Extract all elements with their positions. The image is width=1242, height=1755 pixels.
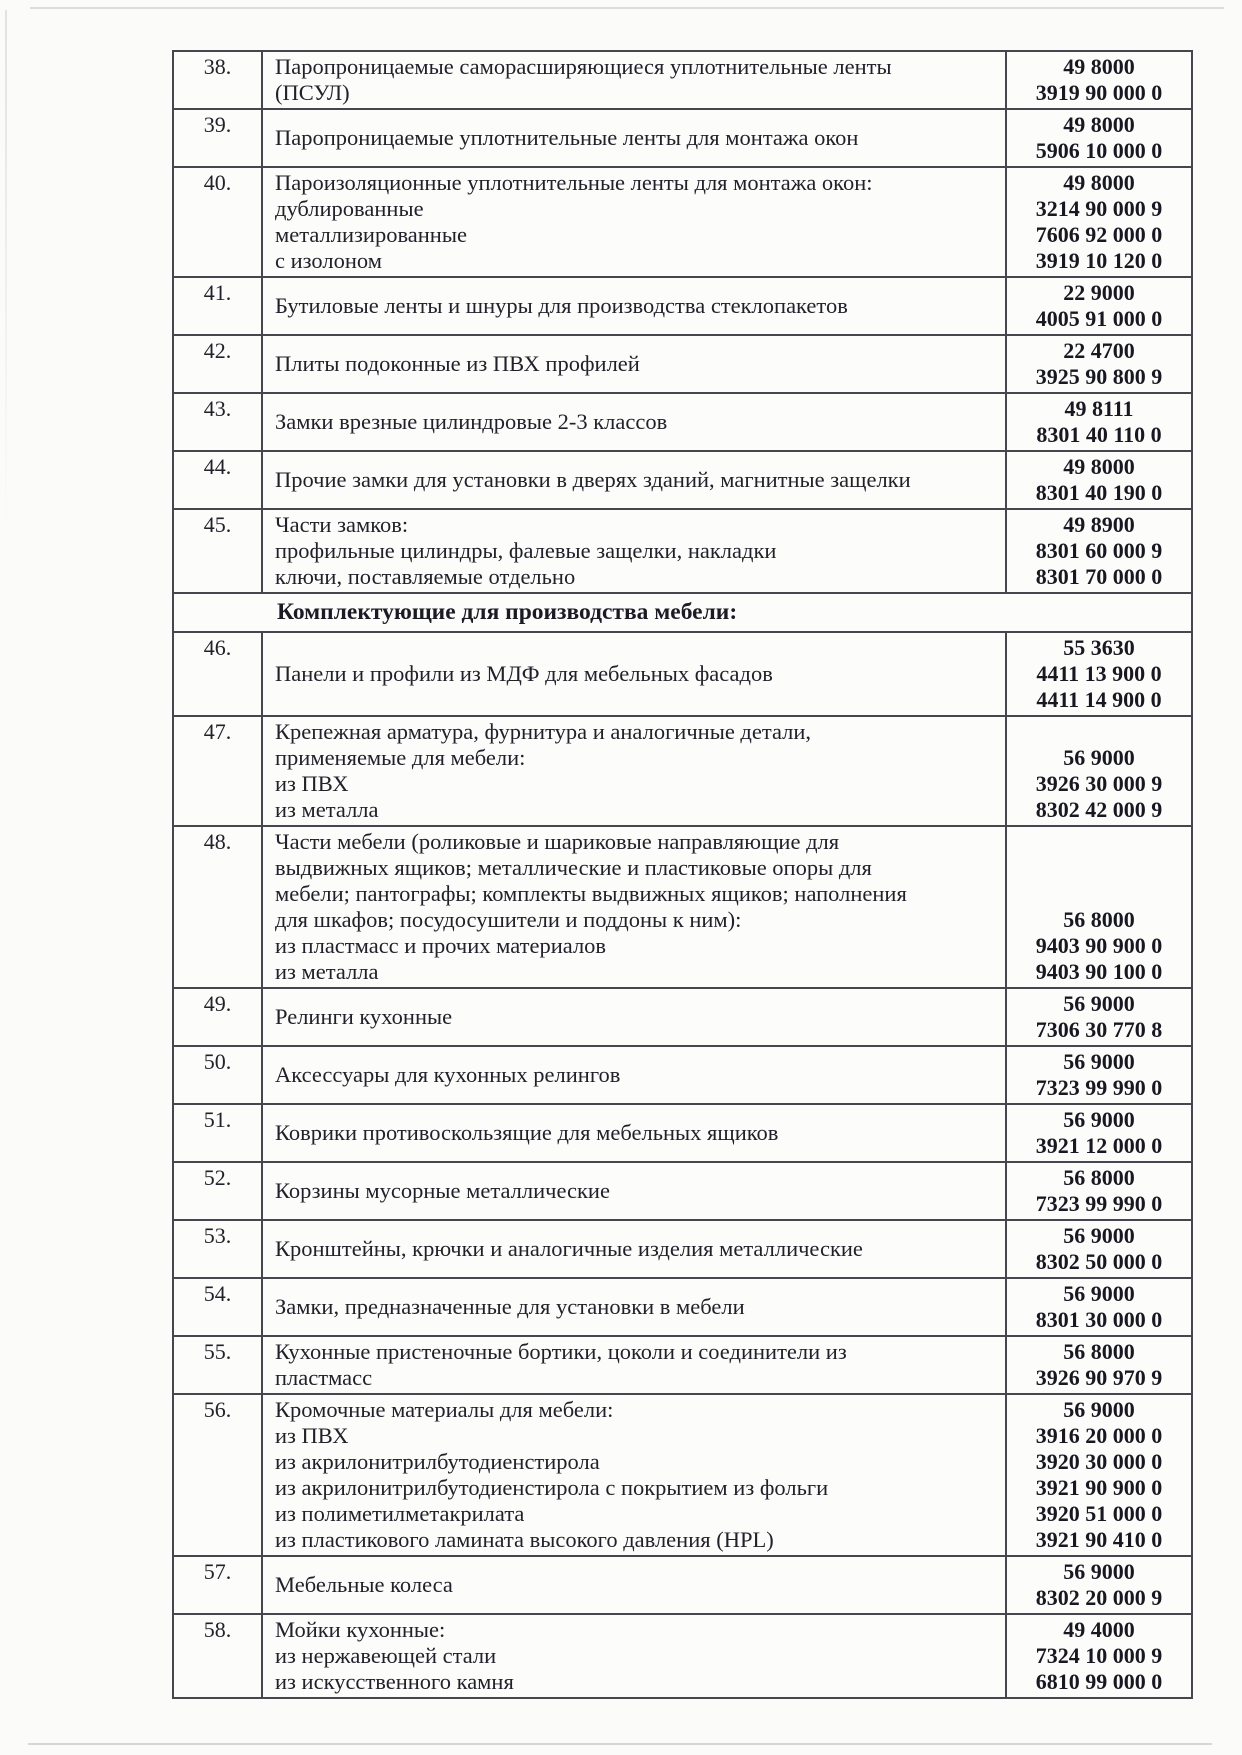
description-line: из металла [275, 797, 379, 822]
description-line: Кронштейны, крючки и аналогичные изделия металлические [275, 1236, 863, 1261]
row-number: 45. [174, 510, 263, 592]
table-row [174, 52, 1191, 110]
description-line: из акрилонитрилбутодиенстирола [275, 1449, 600, 1474]
description-line: из акрилонитрилбутодиенстирола с покрытием из фольги [275, 1475, 829, 1500]
code-line: 22 9000 [1063, 280, 1135, 305]
description-line: металлизированные [275, 222, 467, 247]
code-line: 56 9000 [1063, 1107, 1135, 1132]
scan-edge-top [30, 7, 1224, 9]
description-line: Аксессуары для кухонных релингов [275, 1062, 621, 1087]
code-line: 3921 90 900 0 [1035, 1475, 1163, 1500]
row-codes [1007, 989, 1191, 1045]
code-line: 8302 20 000 9 [1035, 1585, 1163, 1610]
row-description [263, 110, 1007, 166]
table-row [174, 989, 1191, 1047]
table-row [174, 510, 1191, 594]
code-line: 8301 40 190 0 [1035, 480, 1163, 505]
description-line: Прочие замки для установки в дверях зданий, магнитные защелки [275, 467, 911, 492]
code-line: 8301 70 000 0 [1035, 564, 1163, 589]
row-codes [1007, 1105, 1191, 1161]
description-line: из искусственного камня [275, 1669, 514, 1694]
code-line: 49 8900 [1063, 512, 1135, 537]
code-line: 56 8000 [1063, 1165, 1135, 1190]
code-line: 49 4000 [1063, 1617, 1135, 1642]
code-line: 4411 14 900 0 [1036, 687, 1162, 712]
table-row [174, 278, 1191, 336]
code-line: 56 9000 [1063, 1397, 1135, 1422]
row-codes [1007, 52, 1191, 108]
code-line: 56 9000 [1063, 1223, 1135, 1248]
row-description [263, 1337, 1007, 1393]
code-line: 8302 50 000 0 [1035, 1249, 1163, 1274]
description-line: Паропроницаемые саморасширяющиеся уплотнительные ленты [275, 54, 892, 79]
description-line: из ПВХ [275, 771, 349, 796]
table-row [174, 1615, 1191, 1697]
row-codes [1007, 717, 1191, 825]
description-line: ключи, поставляемые отдельно [275, 564, 576, 589]
code-line: 56 9000 [1063, 1281, 1135, 1306]
row-codes [1007, 336, 1191, 392]
code-line: 56 9000 [1063, 1049, 1135, 1074]
row-number: 43. [174, 394, 263, 450]
row-number: 42. [174, 336, 263, 392]
row-number: 52. [174, 1163, 263, 1219]
row-codes [1007, 168, 1191, 276]
code-line: 6810 99 000 0 [1035, 1669, 1163, 1694]
row-number: 55. [174, 1337, 263, 1393]
row-number: 44. [174, 452, 263, 508]
scan-edge-left [5, 10, 7, 530]
row-number: 53. [174, 1221, 263, 1277]
code-line: 7324 10 000 9 [1035, 1643, 1163, 1668]
table-row [174, 168, 1191, 278]
description-line: из пластикового ламината высокого давления (HPL) [275, 1527, 774, 1552]
description-line: Замки, предназначенные для установки в мебели [275, 1294, 745, 1319]
row-number: 46. [174, 633, 263, 715]
description-line: из ПВХ [275, 1423, 349, 1448]
code-line: 49 8111 [1064, 396, 1134, 421]
code-line: 3925 90 800 9 [1035, 364, 1163, 389]
description-line: из пластмасс и прочих материалов [275, 933, 607, 958]
row-number: 41. [174, 278, 263, 334]
code-line: 4411 13 900 0 [1036, 661, 1162, 686]
row-number: 54. [174, 1279, 263, 1335]
row-codes [1007, 1047, 1191, 1103]
code-line: 56 9000 [1063, 1559, 1135, 1584]
row-description [263, 633, 1007, 715]
table-row [174, 1105, 1191, 1163]
code-line: 56 8000 [1063, 1339, 1135, 1364]
table-row [174, 1395, 1191, 1557]
row-codes [1007, 452, 1191, 508]
products-table [172, 50, 1193, 1699]
code-line: 3921 90 410 0 [1035, 1527, 1163, 1552]
code-line: 49 8000 [1063, 112, 1135, 137]
table-row [174, 452, 1191, 510]
description-line: пластмасс [275, 1365, 373, 1390]
row-description [263, 394, 1007, 450]
row-codes [1007, 110, 1191, 166]
row-codes [1007, 827, 1191, 987]
row-description [263, 1105, 1007, 1161]
description-line: с изолоном [275, 248, 382, 273]
description-line: (ПСУЛ) [275, 80, 350, 105]
description-line: профильные цилиндры, фалевые защелки, накладки [275, 538, 777, 563]
description-line: Паропроницаемые уплотнительные ленты для монтажа окон [275, 125, 859, 150]
code-line: 7323 99 990 0 [1035, 1191, 1163, 1216]
row-codes [1007, 394, 1191, 450]
description-line: применяемые для мебели: [275, 745, 526, 770]
description-line: Корзины мусорные металлические [275, 1178, 610, 1203]
row-number: 47. [174, 717, 263, 825]
description-line: из полиметилметакрилата [275, 1501, 525, 1526]
code-line: 8302 42 000 9 [1035, 797, 1163, 822]
description-line: Кромочные материалы для мебели: [275, 1397, 614, 1422]
row-description [263, 510, 1007, 592]
code-line: 7606 92 000 0 [1035, 222, 1163, 247]
code-line: 22 4700 [1063, 338, 1135, 363]
row-description [263, 168, 1007, 276]
description-line: Плиты подоконные из ПВХ профилей [275, 351, 640, 376]
row-codes [1007, 1395, 1191, 1555]
table-row [174, 1047, 1191, 1105]
table-row [174, 1163, 1191, 1221]
table-row [174, 1279, 1191, 1337]
row-description [263, 1279, 1007, 1335]
table-row [174, 1221, 1191, 1279]
row-codes [1007, 1163, 1191, 1219]
table-row [174, 717, 1191, 827]
row-codes [1007, 510, 1191, 592]
code-line: 3926 90 970 9 [1035, 1365, 1163, 1390]
description-line: дублированные [275, 196, 424, 221]
table-row [174, 1557, 1191, 1615]
description-line: Релинги кухонные [275, 1004, 453, 1029]
description-line: Панели и профили из МДФ для мебельных фасадов [275, 661, 773, 686]
description-line: выдвижных ящиков; металлические и пластиковые опоры для [275, 855, 872, 880]
table-row [174, 110, 1191, 168]
code-line: 3920 30 000 0 [1035, 1449, 1163, 1474]
row-number: 56. [174, 1395, 263, 1555]
code-line: 49 8000 [1063, 54, 1135, 79]
code-line: 3926 30 000 9 [1035, 771, 1163, 796]
description-line: из металла [275, 959, 379, 984]
table-row [174, 827, 1191, 989]
code-line: 3920 51 000 0 [1035, 1501, 1163, 1526]
code-line: 55 3630 [1063, 635, 1135, 660]
row-codes [1007, 1557, 1191, 1613]
code-line: 3214 90 000 9 [1035, 196, 1163, 221]
row-number: 38. [174, 52, 263, 108]
row-description [263, 52, 1007, 108]
row-description [263, 1047, 1007, 1103]
code-line: 56 9000 [1063, 991, 1135, 1016]
description-line: мебели; пантографы; комплекты выдвижных ящиков; наполнения [275, 881, 907, 906]
description-line: Мойки кухонные: [275, 1617, 446, 1642]
row-number: 48. [174, 827, 263, 987]
table-row [174, 1337, 1191, 1395]
code-line: 56 9000 [1063, 745, 1135, 770]
row-description [263, 452, 1007, 508]
row-number: 50. [174, 1047, 263, 1103]
description-line: Части мебели (роликовые и шариковые направляющие для [275, 829, 840, 854]
section-header-row [174, 594, 1191, 633]
description-line: Крепежная арматура, фурнитура и аналогичные детали, [275, 719, 812, 744]
row-description [263, 717, 1007, 825]
section-header: Комплектующие для производства мебели: [277, 599, 738, 625]
code-line: 7323 99 990 0 [1035, 1075, 1163, 1100]
row-codes [1007, 278, 1191, 334]
row-description [263, 336, 1007, 392]
row-description [263, 1557, 1007, 1613]
row-codes [1007, 1337, 1191, 1393]
table-row [174, 336, 1191, 394]
row-description [263, 989, 1007, 1045]
row-description [263, 1615, 1007, 1697]
code-line: 3921 12 000 0 [1035, 1133, 1163, 1158]
row-number: 57. [174, 1557, 263, 1613]
description-line: Мебельные колеса [275, 1572, 453, 1597]
description-line: Пароизоляционные уплотнительные ленты для монтажа окон: [275, 170, 873, 195]
row-number: 49. [174, 989, 263, 1045]
code-line: 3916 20 000 0 [1035, 1423, 1163, 1448]
row-number: 39. [174, 110, 263, 166]
row-description [263, 1395, 1007, 1555]
row-codes [1007, 1279, 1191, 1335]
code-line: 4005 91 000 0 [1035, 306, 1163, 331]
row-description [263, 827, 1007, 987]
scan-edge-bottom [28, 1743, 1212, 1745]
description-line: Части замков: [275, 512, 409, 537]
code-line: 7306 30 770 8 [1035, 1017, 1163, 1042]
description-line: для шкафов; посудосушители и поддоны к ним): [275, 907, 742, 932]
code-line: 49 8000 [1063, 170, 1135, 195]
description-line: Бутиловые ленты и шнуры для производства стеклопакетов [275, 293, 848, 318]
row-number: 58. [174, 1615, 263, 1697]
code-line: 9403 90 900 0 [1035, 933, 1163, 958]
row-codes [1007, 1615, 1191, 1697]
code-line: 56 8000 [1063, 907, 1135, 932]
code-line: 3919 10 120 0 [1035, 248, 1163, 273]
code-line: 3919 90 000 0 [1035, 80, 1163, 105]
table-row [174, 394, 1191, 452]
code-line: 8301 40 110 0 [1036, 422, 1162, 447]
description-line: Кухонные пристеночные бортики, цоколи и соединители из [275, 1339, 847, 1364]
row-number: 51. [174, 1105, 263, 1161]
code-line: 8301 30 000 0 [1035, 1307, 1163, 1332]
row-description [263, 1163, 1007, 1219]
description-line: из нержавеющей стали [275, 1643, 497, 1668]
code-line: 49 8000 [1063, 454, 1135, 479]
row-codes [1007, 633, 1191, 715]
row-number: 40. [174, 168, 263, 276]
description-line: Коврики противоскользящие для мебельных ящиков [275, 1120, 779, 1145]
table-row [174, 633, 1191, 717]
row-description [263, 278, 1007, 334]
row-codes [1007, 1221, 1191, 1277]
description-line: Замки врезные цилиндровые 2-3 классов [275, 409, 668, 434]
code-line: 5906 10 000 0 [1035, 138, 1163, 163]
row-description [263, 1221, 1007, 1277]
code-line: 9403 90 100 0 [1035, 959, 1163, 984]
code-line: 8301 60 000 9 [1035, 538, 1163, 563]
